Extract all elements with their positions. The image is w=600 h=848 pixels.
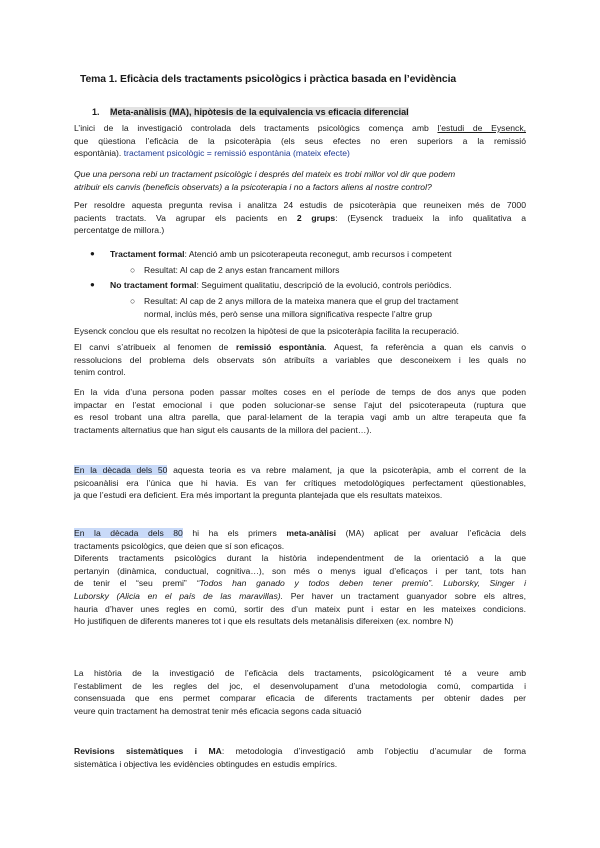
text: tenim control. [74, 367, 126, 378]
text: pertanyin (dinàmica, conductual, cognitiva…), son més o menys igual d’eficaços i per tant, tots han [74, 565, 526, 576]
bold-text: Revisions sistemàtiques i MA [74, 746, 222, 756]
text: Per resoldre aquesta pregunta revisa i analitza 24 estudis de psicoteràpia que reuneixen més de 7000 [74, 200, 526, 210]
blue-note: tractament psicològic = remissió espontània (mateix efecte) [121, 148, 350, 159]
paragraph-eysenck-conclusion [74, 325, 526, 338]
text: de tenir el “seu premi” [74, 578, 197, 589]
bold-text: remissió espontània [235, 342, 325, 352]
text: tractaments alternatius que han sigut els causants de la millora del pacient…). [74, 424, 372, 435]
text: . Aquest, fa referència a quan els canvis o [324, 342, 527, 352]
text: Eysenck conclou que els resultat no recolzen la hipòtesi de que la psicoteràpia facilita la recuperació. [74, 326, 460, 336]
bullet-dot-icon: ● [90, 249, 95, 258]
text: La història de la investigació de l’eficàcia dels tractaments, psicològicament té a veure amb [74, 668, 526, 678]
text: atribuir els canvis (beneficis observats) a la psicoterapia i no a factors aliens al nostre control? [74, 181, 432, 192]
text: normal, inclús més, però sense una millora significativa respecte l’altre grup [144, 308, 433, 319]
text: Que una persona rebi un tractament psicològic i després del mateix es trobi millor vol dir que podem [74, 169, 456, 179]
paragraph-life-events [74, 386, 526, 436]
paragraph-history [74, 667, 526, 717]
text: impactar en l’estat emocional i que poden solucionar-se sense l’ajut del psicoterapeuta (ruptura que [74, 399, 526, 410]
circle-bullet-icon: ○ [130, 265, 136, 275]
text: aquesta teoria es va rebre malament, ja que la psicoteràpia, amb el corrent de la [167, 465, 526, 475]
page-title: Tema 1. Eficàcia dels tractaments psicològics i pràctica basada en l’evidència [80, 74, 457, 85]
text: : metodologia d’investigació amb l’objectiu d’acumular de forma [221, 746, 526, 756]
text: En la vida d’una persona poden passar moltes coses en el període de temps de dos anys que poden [74, 387, 526, 397]
text: El canvi s’atribueix al fenomen de [74, 342, 236, 352]
text: psicoanàlisi era l’única que hi havia. Es van fer crítiques metodològiques perfectament qüestionables, [74, 477, 526, 488]
text: ressolucions del problema dels observats són atribuïts a variables que desconeixem i les quals no [74, 354, 526, 365]
eysenck-study-link[interactable]: l’estudi de Eysenck, [437, 123, 527, 133]
circle-bullet-icon: ○ [130, 296, 136, 306]
text: Resultat: Al cap de 2 anys millora de la mateixa manera que el grup del tractament [144, 296, 459, 306]
paragraph-study-groups [74, 199, 526, 237]
section-number: 1. [92, 107, 100, 117]
bullet-label: Tractament formal [110, 249, 185, 259]
text: veure quin tractament ha demostrat tenir més eficacia segons cada situació [74, 705, 362, 716]
highlight-decade-50: En la dècada dels 50 [74, 465, 168, 475]
text: : (Eysenck tradueix la info qualitativa a [335, 212, 526, 223]
italic-quote: “Todos han ganado y todos deben tener premio”. Luborsky, Singer i [196, 578, 526, 589]
highlight-decade-80: En la dècada dels 80 [74, 528, 183, 538]
bullet-dot-icon: ● [90, 280, 95, 289]
text: Per haver un tractament guanyador sobre els altres, [283, 590, 526, 601]
paragraph-eysenck-intro [74, 122, 526, 160]
bullet-label: No tractament formal [110, 280, 197, 290]
section-heading-text: Meta-anàlisis (MA), hipòtesis de la equivalencia vs eficacia diferencial [110, 107, 409, 117]
text: Diferents tractaments psicològics durant la història independentment de la orientació a la que [74, 553, 526, 564]
paragraph-decade-80 [74, 527, 526, 628]
text: : Atenció amb un psicoterapeuta reconegut, amb recursos i competent [184, 249, 452, 259]
text: pacients tractats. Va agrupar els pacients en [74, 212, 297, 223]
text: sistemàtica i objectiva les evidències obtingudes en estudis empírics. [74, 758, 338, 769]
text: tractaments psicològics, que deien que sí son eficaços. [74, 540, 285, 551]
paragraph-systematic-reviews [74, 745, 526, 770]
text: espontània). [74, 148, 122, 159]
text: ja que l’estudi era deficient. Era més important la pregunta plantejada que els resultats mateixos. [74, 490, 443, 501]
text: : Seguiment qualitatiu, descripció de la evolució, controls periòdics. [196, 280, 452, 290]
bold-text: meta-anàlisi [286, 528, 337, 538]
text: Resultat: Al cap de 2 anys estan francament millors [144, 265, 340, 275]
italic-quote: Luborsky (Alicia en el país de las maravillas). [74, 590, 284, 601]
text: es resol trobant una altra parella, que paral·lelament de la terapia vagi amb un altre terapeuta que fa [74, 412, 526, 423]
text: l’establiment de les regles del joc, el desenvolupament d’una metodologia comú, compartida i [74, 680, 526, 691]
text: Ho justifiquen de diferents maneres tot i que els resultats dels metanàlisis difereixen (ex. nombre N) [74, 616, 454, 627]
paragraph-decade-50 [74, 464, 526, 502]
text: hauria d’haver unes regles en comú, sortir des d’un mateix punt i estar en les mateixes condicions. [74, 603, 526, 614]
paragraph-spontaneous-remission [74, 341, 526, 379]
text: (MA) aplicat per avaluar l’eficàcia dels [336, 528, 526, 538]
text: L’inici de la investigació controlada dels tractaments psicològics comença amb [74, 123, 438, 133]
text: consensuada que ens permet comparar eficacia de diferents tractaments per obtenir dades per [74, 693, 526, 704]
paragraph-question [74, 168, 526, 193]
bold-text: 2 grups [296, 212, 336, 223]
text: hi ha els primers [182, 528, 287, 538]
section-heading [92, 106, 409, 119]
text: que qüestiona l’eficàcia de la psicoteràpia (els seus efectes no eren superiors a la remissió [74, 135, 526, 146]
text: percentatge de millora.) [74, 225, 165, 236]
